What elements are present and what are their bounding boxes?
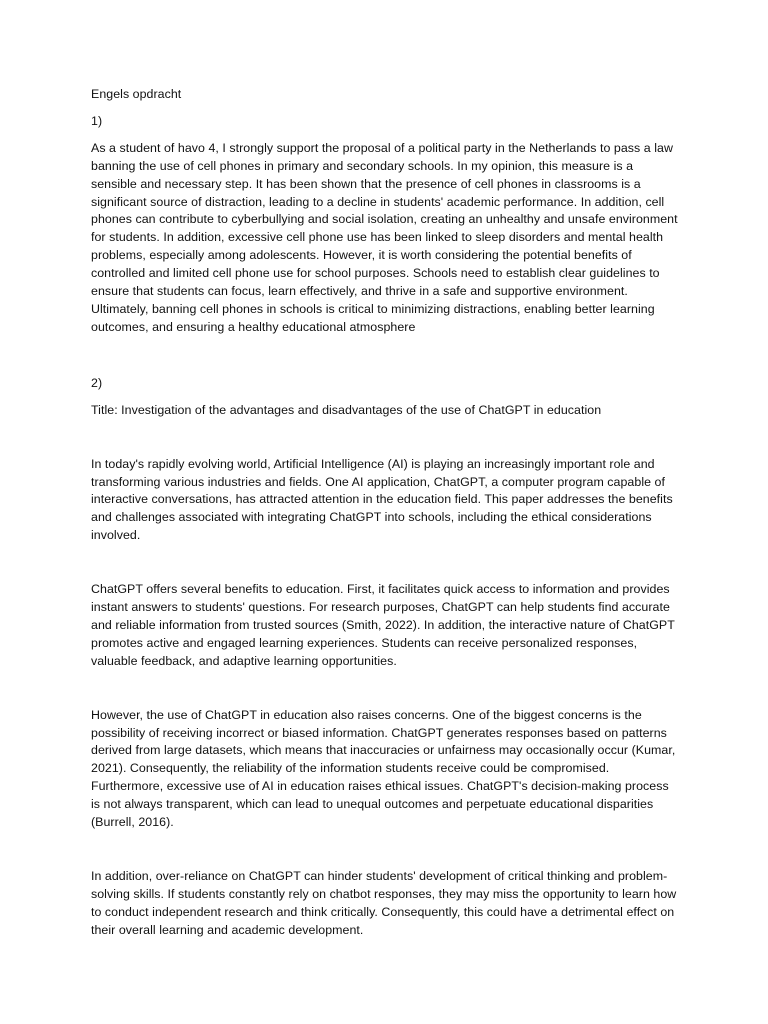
document-heading: Engels opdracht bbox=[91, 87, 182, 101]
section-2-paragraph-concerns: However, the use of ChatGPT in education also raises concerns. One of the biggest concerns is the possibility of receiving incorrect or biased information. ChatGPT generates responses based on patterns derived from large datasets, which means that inaccuracies or unfairness may occasionally occur (Kumar, 2021). Consequently, the reliability of the information students receive could be compromised. Furthermore, excessive use of AI in education raises ethical issues. ChatGPT's decision-making process is not always transparent, which can lead to unequal outcomes and perpetuate educational disparities (Burrell, 2016). bbox=[91, 707, 676, 830]
section-2-title: Title: Investigation of the advantages and disadvantages of the use of ChatGPT in education bbox=[91, 402, 602, 417]
section-2-paragraph-benefits: ChatGPT offers several benefits to education. First, it facilitates quick access to information and provides instant answers to students' questions. For research purposes, ChatGPT can help students find accurate and reliable information from trusted sources (Smith, 2022). In addition, the interactive nature of ChatGPT promotes active and engaged learning experiences. Students can receive personalized responses, valuable feedback, and adaptive learning opportunities. bbox=[91, 582, 675, 668]
document-body bbox=[91, 86, 681, 940]
section-1-number: 1) bbox=[91, 113, 103, 128]
section-2-paragraph-overreliance: In addition, over-reliance on ChatGPT can hinder students' development of critical thinking and problem-solving skills. If students constantly rely on chatbot responses, they may miss the opportunity to learn how to conduct independent research and think critically. Consequently, this could have a detrimental effect on their overall learning and academic development. bbox=[91, 869, 677, 937]
section-1-paragraph: As a student of havo 4, I strongly support the proposal of a political party in the Netherlands to pass a law banning the use of cell phones in primary and secondary schools. In my opinion, this measure is a sensible and necessary step. It has been shown that the presence of cell phones in classrooms is a significant source of distraction, leading to a decline in students' academic performance. In addition, cell phones can contribute to cyberbullying and social isolation, creating an unhealthy and unsafe environment for students. In addition, excessive cell phone use has been linked to sleep disorders and mental health problems, especially among adolescents. However, it is worth considering the potential benefits of controlled and limited cell phone use for school purposes. Schools need to establish clear guidelines to ensure that students can focus, learn effectively, and thrive in a safe and supportive environment. Ultimately, banning cell phones in schools is critical to minimizing distractions, enabling better learning outcomes, and ensuring a healthy educational atmosphere bbox=[91, 140, 678, 334]
section-2-number: 2) bbox=[91, 375, 103, 390]
section-2-paragraph-intro: In today's rapidly evolving world, Artificial Intelligence (AI) is playing an increasingly important role and transforming various industries and fields. One AI application, ChatGPT, a computer program capable of interactive conversations, has attracted attention in the education field. This paper addresses the benefits and challenges associated with integrating ChatGPT into schools, including the ethical considerations involved. bbox=[91, 456, 673, 543]
